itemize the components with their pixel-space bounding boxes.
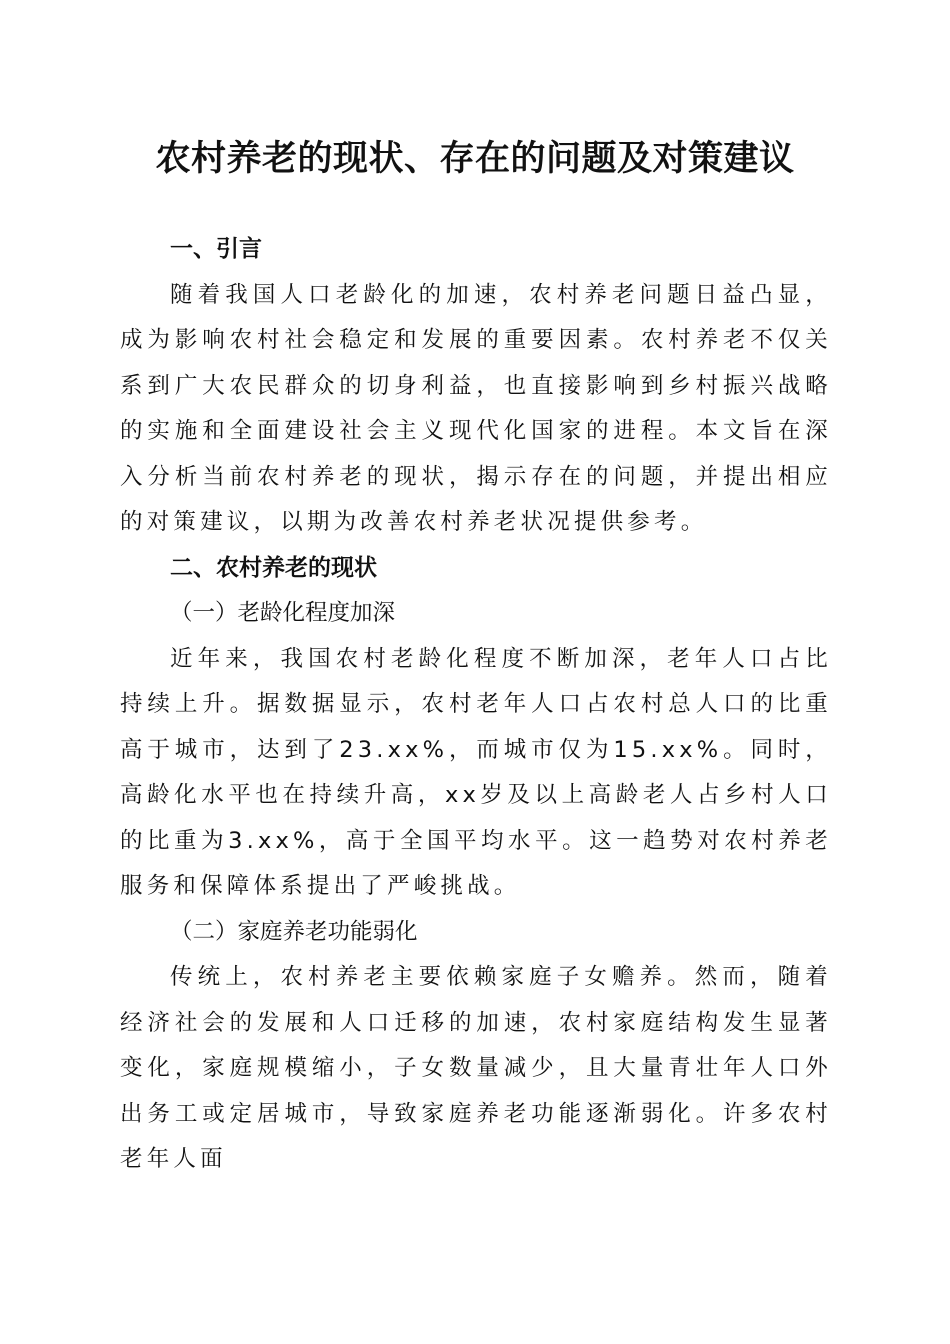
- subsection-heading-aging: （一）老龄化程度加深: [170, 600, 396, 626]
- aging-paragraph: 近年来，我国农村老龄化程度不断加深，老年人口占比持续上升。据数据显示，农村老年人口占农村总人口的比重高于城市，达到了23.xx%，而城市仅为15.xx%。同时，高龄化水平也在持续升高，xx岁及以上高龄老人占乡村人口的比重为3.xx%，高于全国平均水平。这一趋势对农村养老服务和保障体系提出了严峻挑战。: [120, 645, 832, 899]
- section-heading-current-status: 二、农村养老的现状: [170, 554, 377, 581]
- family-support-paragraph: 传统上，农村养老主要依赖家庭子女赡养。然而，随着经济社会的发展和人口迁移的加速，农村家庭结构发生显著变化，家庭规模缩小，子女数量减少，且大量青壮年人口外出务工或定居城市，导致家庭养老功能逐渐弱化。许多农村老年人面: [120, 964, 832, 1172]
- document-body: [120, 227, 832, 1183]
- document-title: 农村养老的现状、存在的问题及对策建议: [155, 138, 795, 179]
- section-heading-introduction: 一、引言: [170, 236, 262, 262]
- introduction-paragraph: 随着我国人口老龄化的加速，农村养老问题日益凸显，成为影响农村社会稳定和发展的重要因素。农村养老不仅关系到广大农民群众的切身利益，也直接影响到乡村振兴战略的实施和全面建设社会主义现代化国家的进程。本文旨在深入分析当前农村养老的现状，揭示存在的问题，并提出相应的对策建议，以期为改善农村养老状况提供参考。: [120, 281, 832, 535]
- subsection-heading-family-support: （二）家庭养老功能弱化: [170, 918, 418, 945]
